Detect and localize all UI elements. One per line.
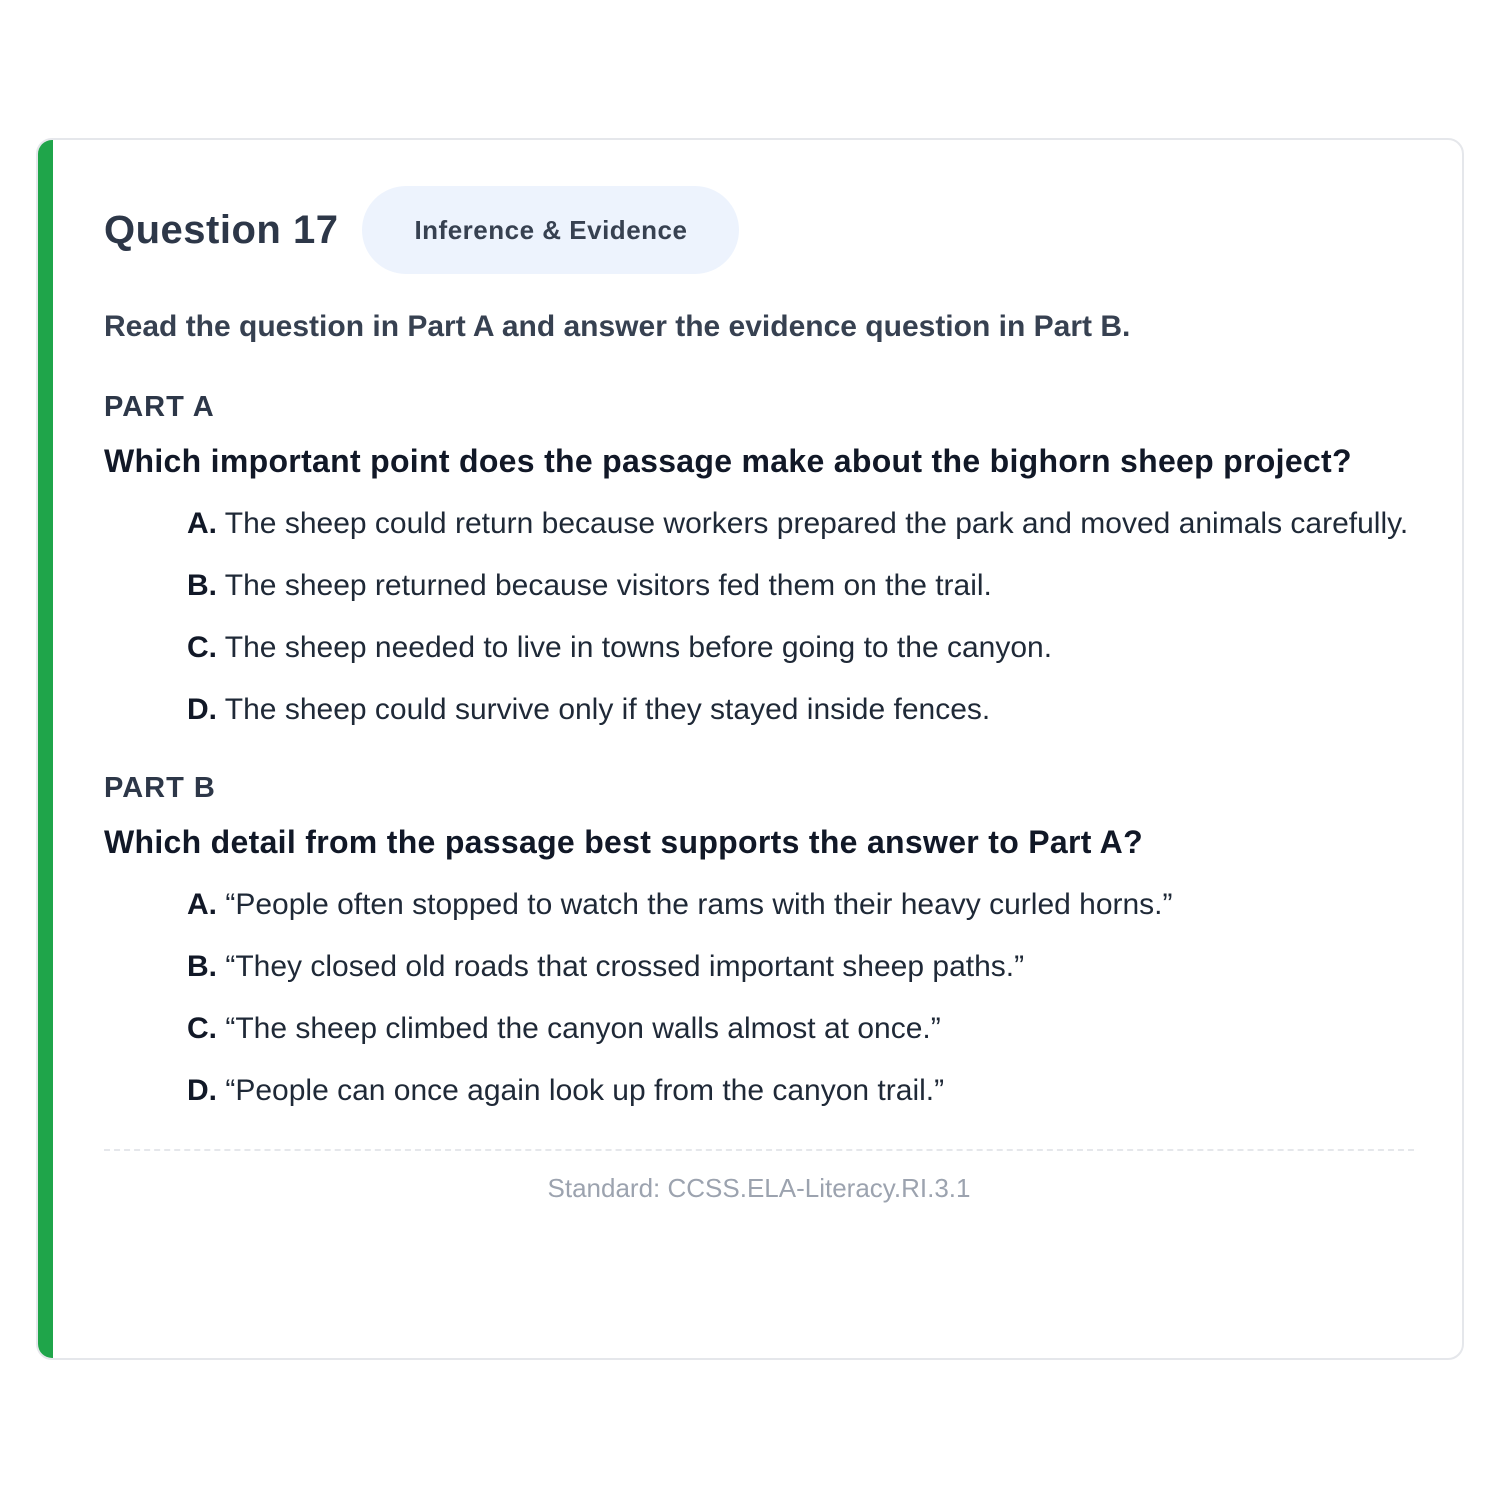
part-a-option-b[interactable] [170, 563, 1414, 608]
option-letter: A. [187, 888, 217, 921]
option-letter: C. [187, 1012, 217, 1045]
question-number: Question 17 [104, 207, 339, 252]
part-a-option-c[interactable] [170, 625, 1414, 670]
option-text: The sheep returned because visitors fed them on the trail. [224, 569, 992, 602]
option-text: The sheep could survive only if they stayed inside fences. [224, 693, 991, 726]
option-letter: B. [187, 950, 217, 983]
part-a-option-a[interactable] [170, 501, 1414, 546]
option-text: “They closed old roads that crossed important sheep paths.” [225, 950, 1025, 983]
part-a-prompt: Which important point does the passage make about the bighorn sheep project? [104, 443, 1352, 479]
option-text: “People often stopped to watch the rams with their heavy curled horns.” [225, 888, 1173, 921]
part-a-label: PART A [104, 391, 215, 423]
skill-badge: Inference & Evidence [362, 186, 739, 274]
card-content [104, 185, 1414, 1204]
part-b-label: PART B [104, 772, 216, 804]
accent-bar [38, 140, 53, 1358]
instructions: Read the question in Part A and answer the evidence question in Part B. [104, 310, 1131, 343]
option-letter: B. [187, 569, 217, 602]
footer-divider [104, 1149, 1414, 1151]
option-text: The sheep could return because workers prepared the park and moved animals carefully. [224, 507, 1409, 540]
part-a-options [104, 501, 1414, 732]
option-text: The sheep needed to live in towns before going to the canyon. [224, 631, 1053, 664]
option-letter: D. [187, 693, 217, 726]
part-b-option-a[interactable] [170, 882, 1414, 927]
part-b-options [104, 882, 1414, 1113]
part-a-option-d[interactable] [170, 687, 1414, 732]
question-card [36, 138, 1464, 1360]
option-text: “The sheep climbed the canyon walls almost at once.” [225, 1012, 941, 1045]
option-letter: A. [187, 507, 217, 540]
question-header [104, 185, 1414, 275]
standard-label: Standard: CCSS.ELA-Literacy.RI.3.1 [547, 1173, 971, 1203]
part-b-prompt: Which detail from the passage best supports the answer to Part A? [104, 824, 1143, 860]
part-b-option-c[interactable] [170, 1006, 1414, 1051]
part-b-option-d[interactable] [170, 1068, 1414, 1113]
option-text: “People can once again look up from the canyon trail.” [225, 1074, 945, 1107]
part-b-option-b[interactable] [170, 944, 1414, 989]
option-letter: D. [187, 1074, 217, 1107]
option-letter: C. [187, 631, 217, 664]
